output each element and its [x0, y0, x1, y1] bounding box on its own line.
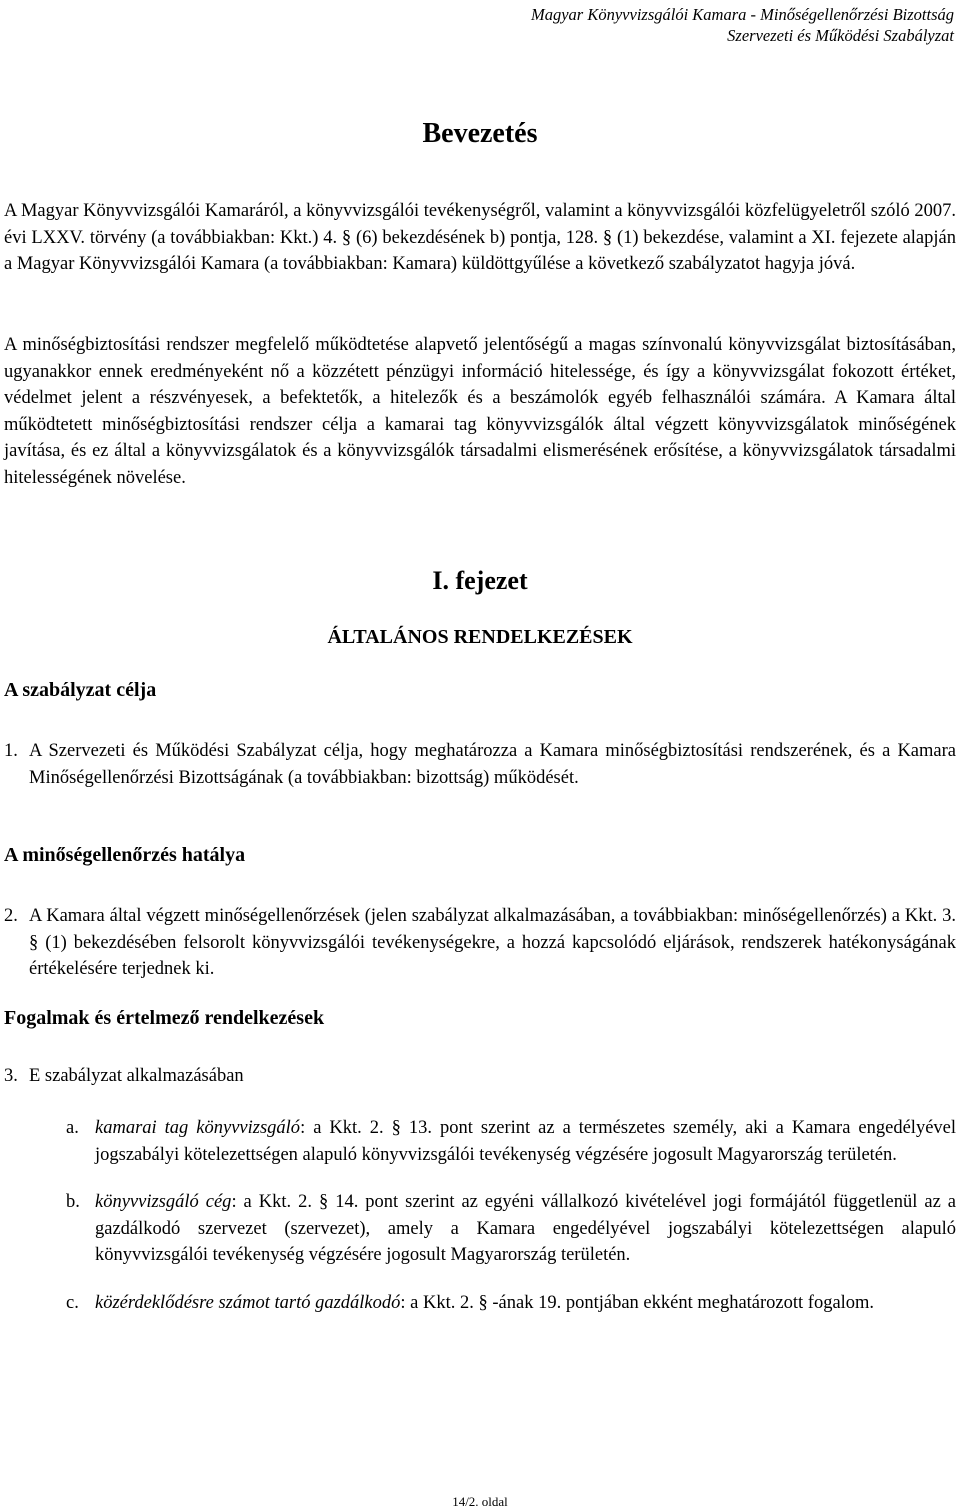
definition-text: : a Kkt. 2. § 14. pont szerint az egyéni vállalkozó kivételével jogi formájától függetlenül az a gazdálkodó szervezet (szervezet), amely a Kamara engedélyével jogszabályi kötelezettségen alapuló könyvvizsgálói tevékenység végzésére jogosult Magyarország területén. [95, 1192, 956, 1265]
section-heading-definitions: Fogalmak és értelmező rendelkezések [4, 1007, 325, 1029]
header-document-title: Szervezeti és Működési Szabályzat [727, 26, 954, 45]
section-number: 1. [4, 741, 18, 761]
section-heading-scope: A minőségellenőrzés hatálya [4, 844, 246, 866]
section-number: 2. [4, 906, 18, 926]
intro-title: Bevezetés [422, 118, 538, 149]
definition-term: könyvvizsgáló cég [95, 1192, 232, 1212]
section-heading-purpose: A szabályzat célja [4, 679, 157, 701]
section-text: A Szervezeti és Működési Szabályzat célja, hogy meghatározza a Kamara minőségbiztosítási rendszerének, és a Kamara Minőségellenőrzési Bizottságának (a továbbiakban: bizottság) működését. [29, 741, 956, 788]
definition-term: közérdeklődésre számot tartó gazdálkodó [95, 1292, 401, 1313]
definition-item [62, 1189, 956, 1269]
definition-body [95, 1115, 956, 1168]
definition-marker: c. [66, 1292, 79, 1313]
intro-paragraph-2: A minőségbiztosítási rendszer megfelelő működtetése alapvető jelentőségű a magas színvonalú könyvvizsgálat biztosításában, ugyanakkor ennek eredményeként nő a közzétett pénzügyi információ hitelessége, és így a könyvvizsgálat fokozott értéket, védelmet jelent a részvényesek, a befektetők, a hitelezők és a beszámolók egyéb felhasználói számára. A Kamara által működtetett minőségbiztosítási rendszer célja a kamarai tag könyvvizsgálók által végzett könyvvizsgálatok minőségének javítása, és ez által a könyvvizsgálatok és a könyvvizsgálók társadalmi elismerésének erősítése, a könyvvizsgálatok társadalmi hitelességének növelése. [4, 335, 956, 488]
definition-item [62, 1115, 956, 1168]
section-number: 3. [4, 1066, 18, 1086]
header-organization: Magyar Könyvvizsgálói Kamara - Minőségellenőrzési Bizottság [530, 5, 954, 24]
section-text: E szabályzat alkalmazásában [29, 1066, 244, 1086]
section-3-paragraph [4, 1063, 956, 1090]
chapter-title: ÁLTALÁNOS RENDELKEZÉSEK [327, 626, 633, 648]
definition-text: : a Kkt. 2. § 13. pont szerint az a természetes személy, aki a Kamara engedélyével jogszabályi kötelezettségen alapuló könyvvizsgálói tevékenység végzésére jogosult Magyarország területén. [95, 1118, 957, 1165]
definition-text: : a Kkt. 2. § -ának 19. pontjában ekként meghatározott fogalom. [400, 1292, 875, 1313]
definition-body [95, 1290, 956, 1317]
section-2-paragraph [4, 903, 956, 983]
definition-term: kamarai tag könyvvizsgáló [95, 1118, 301, 1138]
definition-marker: b. [66, 1192, 80, 1212]
chapter-number: I. fejezet [432, 566, 528, 595]
section-1-paragraph [4, 738, 956, 791]
running-header [531, 4, 954, 46]
definition-body [95, 1189, 956, 1269]
page-number: 14/2. oldal [452, 1494, 508, 1509]
definition-item [62, 1290, 956, 1317]
definition-list [62, 1115, 956, 1316]
section-text: A Kamara által végzett minőségellenőrzések (jelen szabályzat alkalmazásában, a továbbiakban: minőségellenőrzés) a Kkt. 3. § (1) bekezdésében felsorolt könyvvizsgálói tevékenységekre, a hozzá kapcsolódó eljárások, rendszerek hatékonyságának értékelésére terjednek ki. [29, 906, 956, 979]
definition-marker: a. [66, 1118, 79, 1138]
intro-paragraph-1: A Magyar Könyvvizsgálói Kamaráról, a könyvvizsgálói tevékenységről, valamint a könyvvizsgálói közfelügyeletről szóló 2007. évi LXXV. törvény (a továbbiakban: Kkt.) 4. § (6) bekezdésének b) pontja, 128. § (1) bekezdése, valamint a XI. fejezete alapján a Magyar Könyvvizsgálói Kamara (a továbbiakban: Kamara) küldöttgyűlése a következő szabályzatot hagyja jóvá. [4, 201, 956, 274]
